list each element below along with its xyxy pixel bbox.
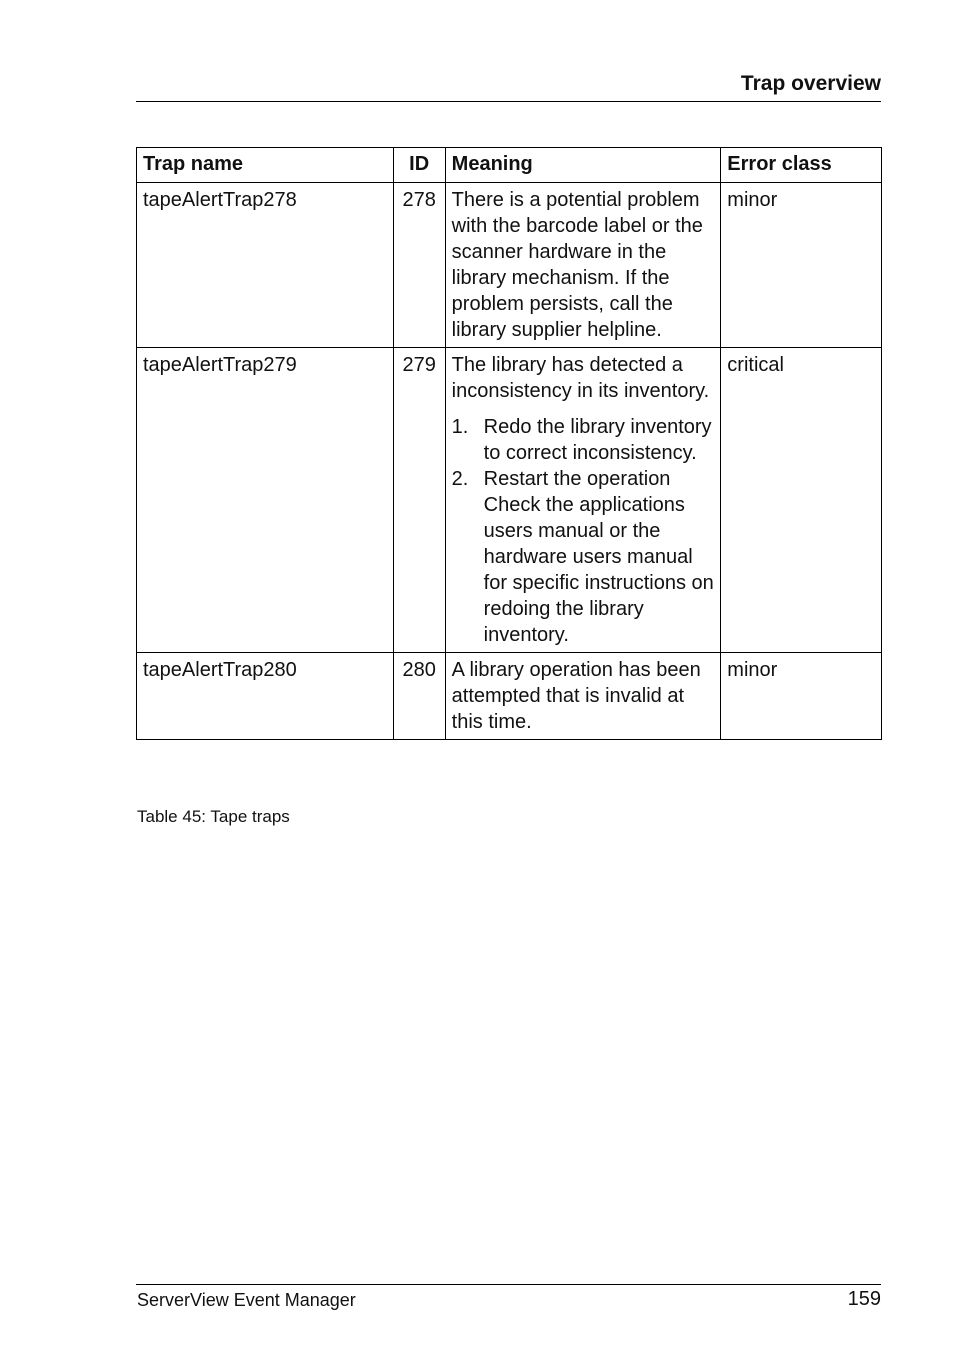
instruction-list [452,414,715,648]
column-header-id: ID [393,148,445,183]
column-header-error-class: Error class [721,148,882,183]
table-header-row [137,148,882,183]
error-class-cell: minor [721,183,882,348]
trap-id-cell: 279 [393,348,445,653]
footer-divider [136,1284,881,1285]
error-class-cell: minor [721,653,882,740]
step-number: 1. [451,416,469,438]
column-header-trap-name: Trap name [137,148,394,183]
meaning-text: A library operation has been attempted that is invalid at this time. [451,659,701,733]
table-row [137,183,882,348]
trap-id-cell: 278 [393,183,445,348]
trap-name-cell: tapeAlertTrap279 [137,348,394,653]
table-row [137,653,882,740]
instruction-step [452,466,715,648]
error-class-cell: critical [721,348,882,653]
trap-name-cell: tapeAlertTrap280 [137,653,394,740]
footer-document-title: ServerView Event Manager [137,1290,356,1310]
meaning-cell [445,348,721,653]
step-number: 2. [451,468,469,490]
table-row [137,348,882,653]
section-title: Trap overview [740,72,881,95]
page-number: 159 [847,1288,881,1310]
meaning-cell [445,653,721,740]
tape-traps-table [136,147,882,740]
instruction-step [452,414,715,466]
meaning-text: The library has detected a inconsistency in its inventory. [451,354,710,402]
table-caption: Table 45: Tape traps [137,807,290,826]
step-text: Restart the operation Check the applications users manual or the hardware users manual for specific instructions on redoing the library inventory. [483,468,714,646]
meaning-text: There is a potential problem with the barcode label or the scanner hardware in the library mechanism. If the problem persists, call the library supplier helpline. [451,189,703,341]
trap-id-cell: 280 [393,653,445,740]
header-divider [136,101,881,102]
step-text: Redo the library inventory to correct inconsistency. [483,416,712,464]
trap-name-cell: tapeAlertTrap278 [137,183,394,348]
meaning-cell [445,183,721,348]
column-header-meaning: Meaning [445,148,721,183]
